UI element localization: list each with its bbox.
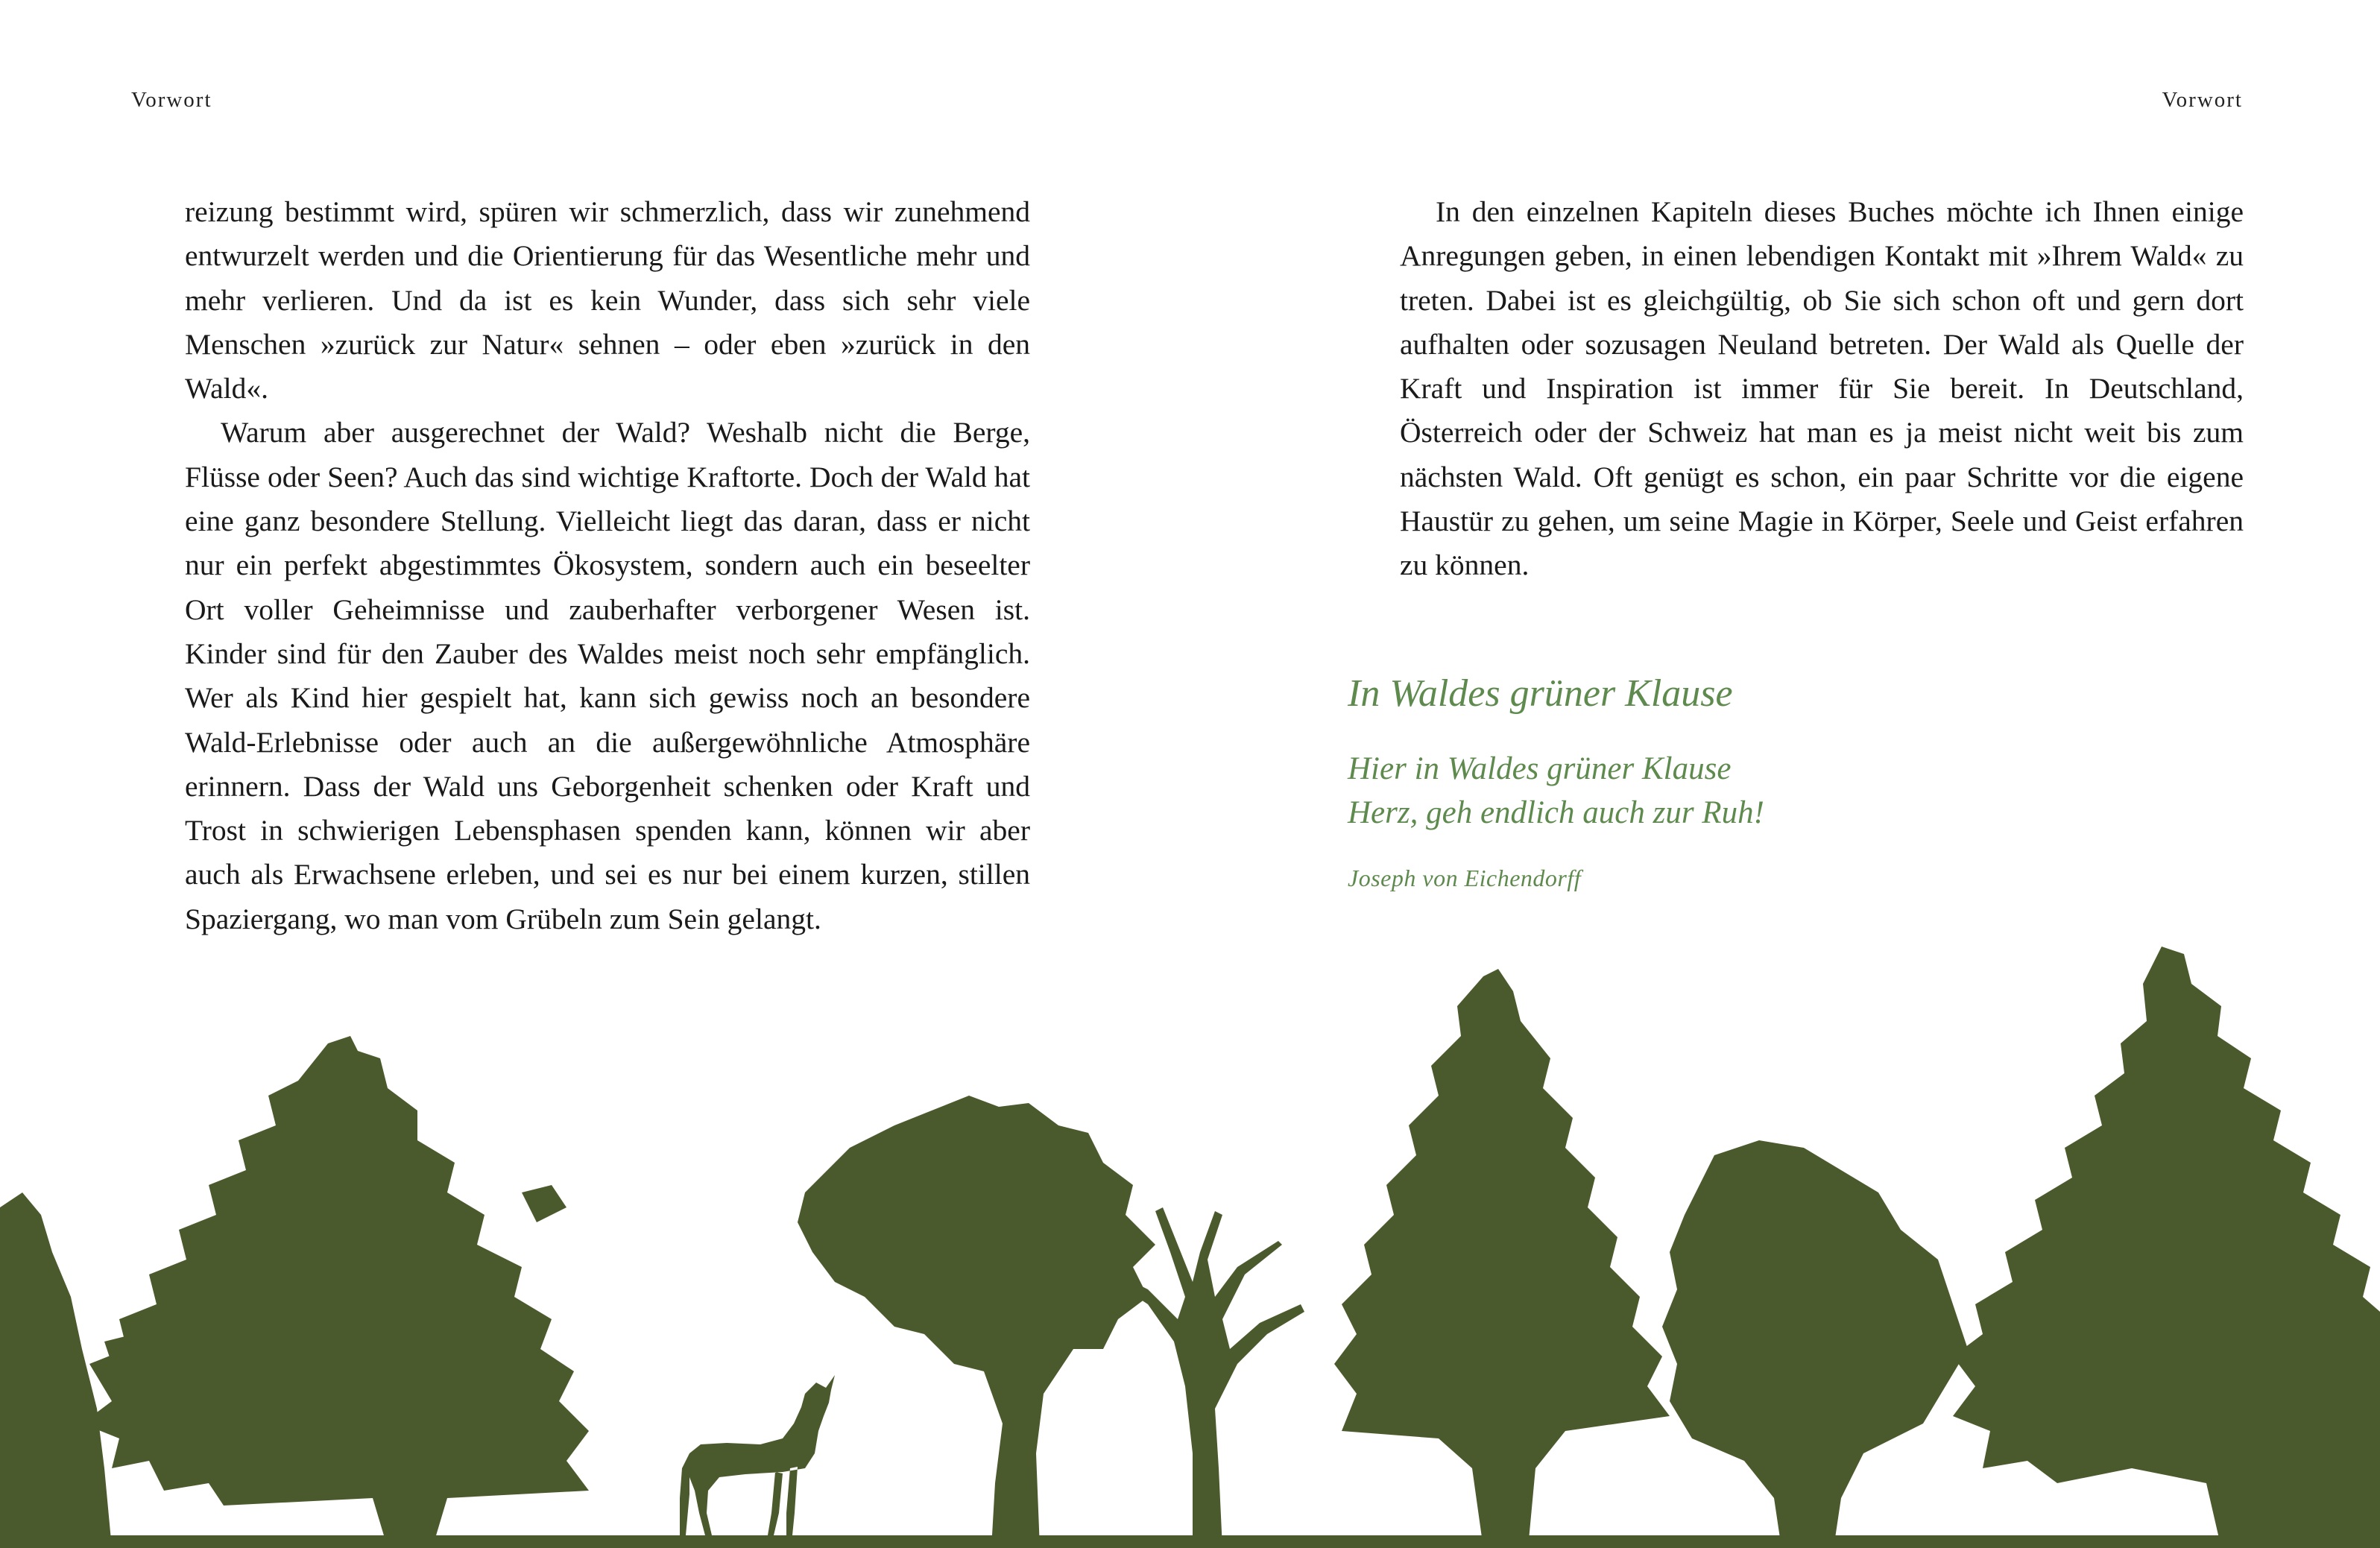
tree-bare xyxy=(1114,1207,1304,1548)
tree-deciduous-round xyxy=(798,1096,1155,1548)
quote-title: In Waldes grüner Klause xyxy=(1348,672,1733,715)
paragraph: In den einzelnen Kapiteln dieses Buches möchte ich Ihnen einige Anregungen geben, in einen lebendigen Kontakt mit »Ihrem Wald« zu treten. Dabei ist es gleichgültig, ob Sie sich schon oft und gern dort aufhalten oder sozusagen Neuland betreten. Der Wald als Quelle der Kraft und Inspiration ist immer für Sie bereit. In Deutschland, Österreich oder der Schweiz hat man es ja meist nicht weit bis zum nächsten Wald. Oft genügt es schon, ein paar Schritte vor die eigene Haustür zu gehen, um seine Magie in Körper, Seele und Geist erfahren zu können. xyxy=(1400,195,2244,582)
tree-conifer-tall xyxy=(1334,969,1670,1548)
tree-right-large xyxy=(1953,947,2380,1548)
tree-bushy xyxy=(1662,1140,1968,1548)
poem-quote xyxy=(1348,668,2168,892)
left-page-text xyxy=(185,190,1030,941)
running-head-left: Vorwort xyxy=(131,88,212,112)
right-page-text xyxy=(1400,190,2244,588)
forest-silhouette-icon xyxy=(0,947,2380,1548)
quote-author: Joseph von Eichendorff xyxy=(1348,865,1582,891)
paragraph: Warum aber ausgerechnet der Wald? Weshalb nicht die Berge, Flüsse oder Seen? Auch das sind wichtige Kraftorte. Doch der Wald hat eine ganz besondere Stellung. Vielleicht liegt das daran, dass er nicht nur ein perfekt abgestimmtes Ökosystem, sondern auch ein beseelter Ort voller Geheimnisse und zauberhafter verborgener Wesen ist. Kinder sind für den Zauber des Waldes meist noch sehr empfänglich. Wer als Kind hier gespielt hat, kann sich gewiss noch an besondere Wald-Erlebnisse oder auch an die außergewöhnliche Atmosphäre erinnern. Dass der Wald uns Geborgenheit schenken oder Kraft und Trost in schwierigen Lebensphasen spenden kann, können wir aber auch als Erwachsene erleben, und sei es nur bei einem kurzen, stillen Spaziergang, wo man vom Grübeln zum Sein gelangt. xyxy=(185,416,1030,935)
tree-left-large xyxy=(82,1036,589,1548)
quote-line: Herz, geh endlich auch zur Ruh! xyxy=(1348,795,1764,830)
paragraph: reizung bestimmt wird, spüren wir schmerzlich, dass wir zunehmend entwurzelt werden und die Orientierung für das Wesentliche mehr und mehr verlieren. Und da ist es kein Wunder, dass sich sehr viele Menschen »zurück zur Natur« sehnen – oder eben »zurück in den Wald«. xyxy=(185,195,1030,405)
running-head-right: Vorwort xyxy=(2162,88,2243,112)
deer-icon xyxy=(680,1375,835,1535)
quote-line: Hier in Waldes grüner Klause xyxy=(1348,751,1732,786)
